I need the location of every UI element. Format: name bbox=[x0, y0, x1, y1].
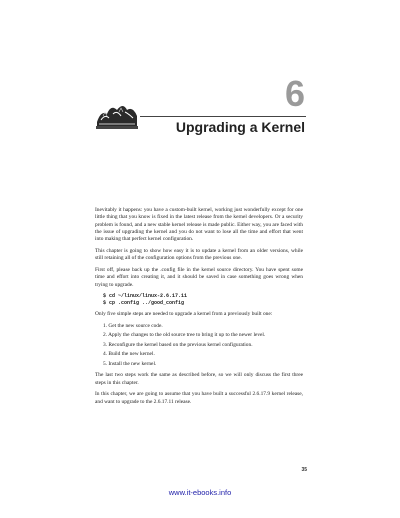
footer-link[interactable]: www.it-ebooks.info bbox=[168, 488, 232, 497]
chapter-rule bbox=[140, 116, 306, 117]
chapter-body bbox=[95, 207, 303, 411]
chapter-title: Upgrading a Kernel bbox=[175, 119, 305, 135]
list-item: 2. Apply the changes to the old source tree to bring it up to the newer level. bbox=[103, 332, 266, 339]
list-item: 3. Reconfigure the kernel based on the previous kernel configuration. bbox=[103, 341, 253, 348]
page-number: 35 bbox=[301, 467, 307, 473]
paragraph: This chapter is going to show how easy it is to update a kernel from an older versions, while still retaining all of the configuration options from the previous one. bbox=[95, 247, 303, 262]
woodcut-illustration-icon bbox=[95, 100, 139, 132]
paragraph: First off, please back up the .config file in the kernel source directory. You have spent some time and effort into creating it, and it should be saved in case something goes wrong when trying to upgrade. bbox=[95, 267, 303, 288]
paragraph: In this chapter, we are going to assume that you have built a successful 2.6.17.9 kernel release, and want to upgrade to the 2.6.17.11 release. bbox=[95, 391, 303, 405]
list-item: 4. Build the new kernel. bbox=[103, 351, 155, 358]
paragraph: The last two steps work the same as described before, so we will only discuss the first three steps in this chapter. bbox=[95, 372, 303, 386]
list-item: 5. Install the new kernel. bbox=[103, 360, 157, 367]
chapter-number: 6 bbox=[284, 73, 305, 114]
code-block bbox=[103, 293, 303, 306]
paragraph: Only five simple steps are needed to upgrade a kernel from a previously built one: bbox=[95, 310, 273, 317]
code-line: $ cd ~/linux/linux-2.6.17.11 bbox=[103, 293, 188, 300]
code-line: $ cp .config ../good_config bbox=[103, 299, 185, 306]
paragraph: Inevitably it happens: you have a custom-built kernel, working just wonderfully except for one little thing that you know is fixed in the latest release from the kernel developers. Or a security problem is found, and a new stable kernel release is made public. Either way, you are faced with the issue of upgrading the kernel and you do not want to lose all the time and effort that went into making that perfect kernel configuration. bbox=[95, 207, 303, 243]
list-item: 1. Get the new source code. bbox=[103, 322, 163, 329]
steps-list bbox=[95, 323, 303, 368]
